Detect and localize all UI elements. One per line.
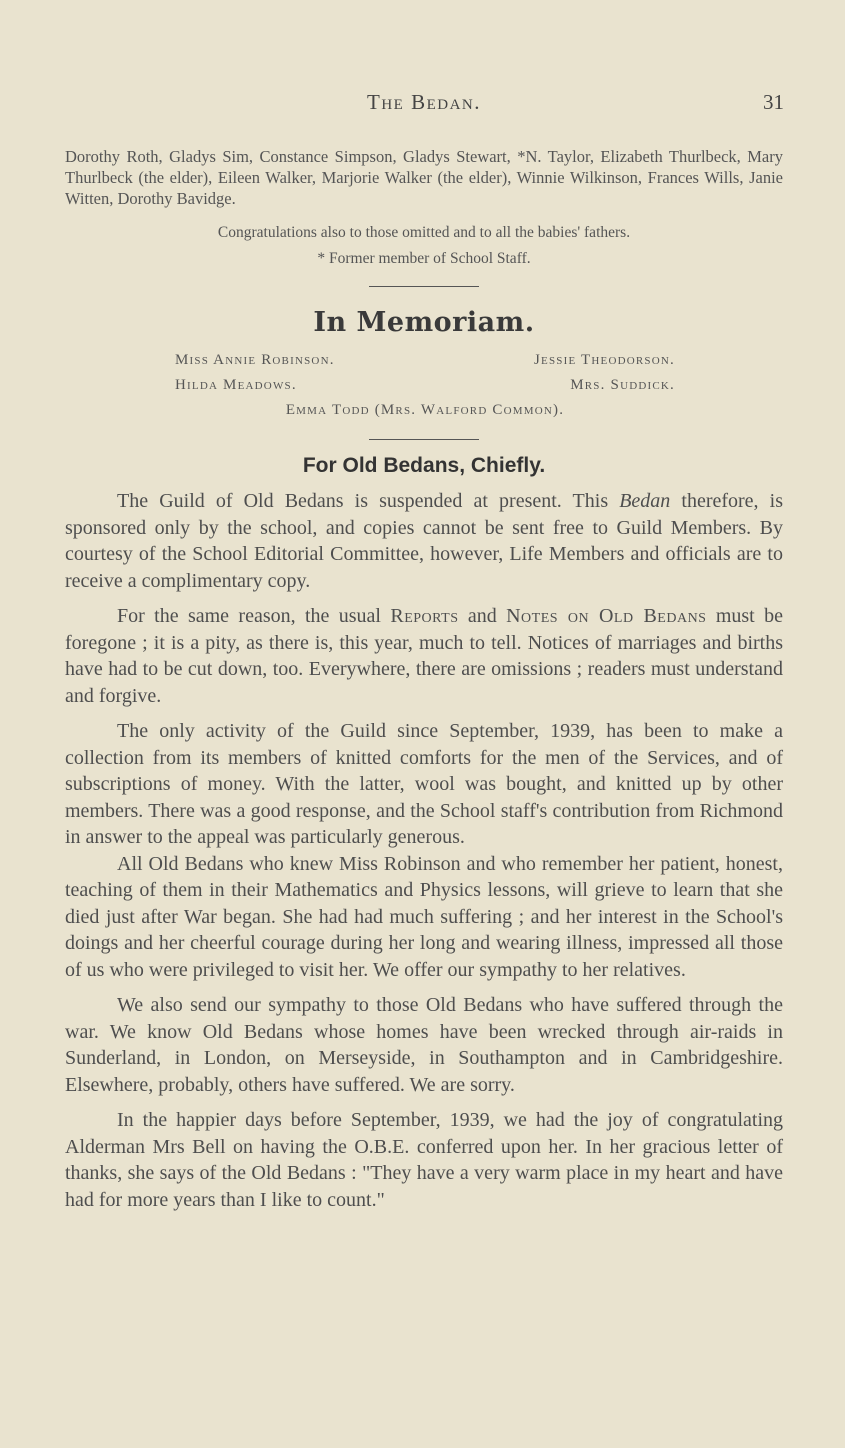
memoriam-name: Miss Annie Robinson. — [175, 352, 335, 368]
footnote: * Former member of School Staff. — [317, 250, 531, 267]
paragraph-text: must be foregone ; it is a pity, as there is, this year, much to tell. Notices of marriages and births have had to be cut down, too. Everywhere, there are omissions ; readers must understand and forgive. — [65, 605, 783, 707]
congratulations-note: Congratulations also to those omitted and to all the babies' fathers. — [217, 224, 631, 241]
memoriam-row — [175, 373, 675, 398]
memoriam-name: Hilda Meadows. — [175, 377, 297, 393]
memoriam-names — [175, 348, 675, 423]
article-body — [65, 488, 783, 1213]
paragraph-text: and — [458, 605, 507, 627]
small-caps-text: Reports — [390, 605, 459, 627]
paragraph: All Old Bedans who knew Miss Robinson and who remember her patient, honest, teaching of them in their Mathematics and Physics lessons, will grieve to learn that she died just after War began. She had had much suffering ; and her interest in the School's doings and her cheerful courage during her long and wearing illness, impressed all those of us who were privileged to visit her. We offer our sympathy to her relatives. — [65, 852, 783, 981]
page-content — [65, 146, 783, 1222]
paragraph-text: therefore, is sponsored only by the school, and copies cannot be sent free to Guild Members. By courtesy of the School Editorial Committee, however, Life Members and officials are to receive a complimentary copy. — [65, 490, 783, 592]
paragraph-text: The Guild of Old Bedans is suspended at present. This — [117, 490, 620, 512]
memoriam-name: Jessie Theodorson. — [533, 352, 675, 368]
section-title: For Old Bedans, Chiefly. — [302, 454, 546, 477]
divider-rule — [369, 439, 479, 440]
memoriam-row — [175, 348, 675, 373]
memoriam-row — [175, 398, 675, 423]
paragraph: The only activity of the Guild since September, 1939, has been to make a collection from its members of knitted comforts for the men of the Services, and of subscriptions of money. With the latter, wool was bought, and knitted up by other members. There was a good response, and the School staff's contribution from Richmond in answer to the appeal was particularly generous. — [65, 720, 783, 848]
paragraph — [65, 603, 783, 709]
page-number: 31 — [763, 90, 784, 114]
divider-rule — [369, 286, 479, 287]
memoriam-name: Emma Todd (Mrs. Walford Common). — [285, 402, 565, 418]
paragraph: We also send our sympathy to those Old Bedans who have suffered through the war. We know Old Bedans whose homes have been wrecked through air-raids in Sunderland, in London, on Merseyside, in Southampton and in Cambridgeshire. Elsewhere, probably, others have suffered. We are sorry. — [65, 994, 783, 1096]
paragraph: In the happier days before September, 1939, we had the joy of congratulating Alderman Mrs Bell on having the O.B.E. conferred upon her. In her gracious letter of thanks, she says of the Old Bedans : "They have a very warm place in my heart and have had for more years than I like to count." — [65, 1109, 783, 1211]
paragraph-text: For the same reason, the usual — [117, 605, 391, 627]
names-list: Dorothy Roth, Gladys Sim, Constance Simpson, Gladys Stewart, *N. Taylor, Elizabeth Thurlbeck, Mary Thurlbeck (the elder), Eileen Walker, Marjorie Walker (the elder), Winnie Wilkinson, Frances Wills, Janie Witten, Dorothy Bavidge. — [65, 147, 783, 208]
page-header — [64, 90, 784, 120]
memoriam-title: In Memoriam. — [313, 307, 535, 338]
paragraph — [65, 488, 783, 594]
running-title: The Bedan. — [367, 90, 481, 114]
journal-name: Bedan — [619, 490, 671, 512]
memoriam-name: Mrs. Suddick. — [570, 377, 675, 393]
small-caps-text: Notes on Old Bedans — [506, 605, 707, 627]
